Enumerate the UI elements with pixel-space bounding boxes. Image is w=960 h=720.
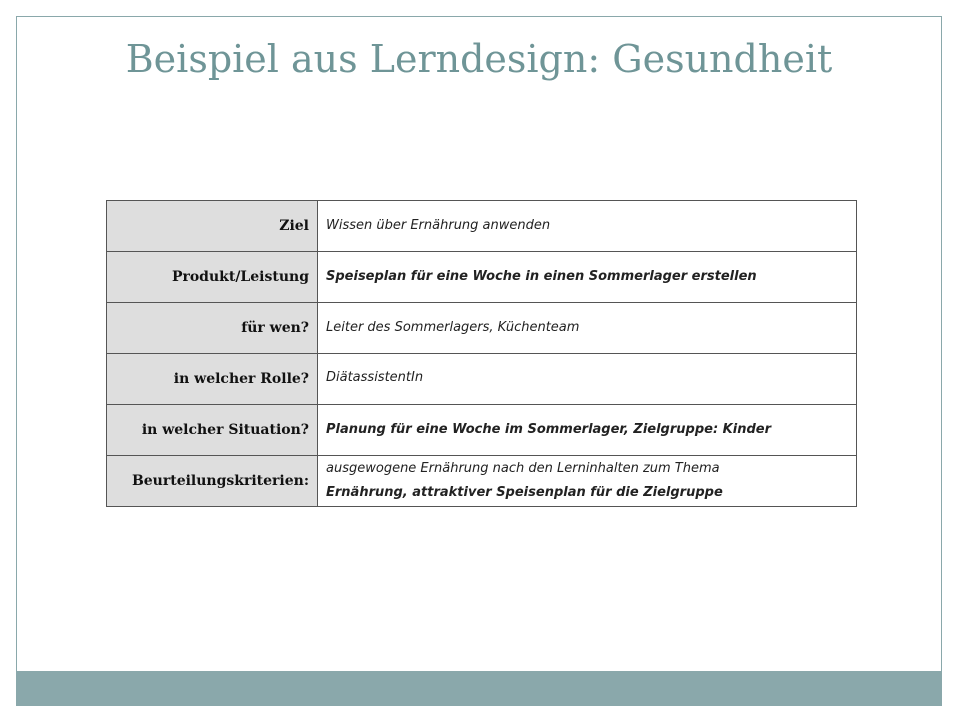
table-row — [107, 303, 857, 354]
footer-bar — [17, 671, 941, 705]
kriterien-line-1: ausgewogene Ernährung nach den Lerninhalten zum Thema — [326, 461, 720, 476]
table-row — [107, 201, 857, 252]
row-label-rolle: in welcher Rolle? — [107, 354, 318, 405]
row-value-kriterien — [318, 456, 857, 507]
table-row — [107, 456, 857, 507]
slide — [16, 16, 942, 706]
row-value-produkt: Speiseplan für eine Woche in einen Sommerlager erstellen — [318, 252, 857, 303]
table-row — [107, 405, 857, 456]
kriterien-line-2: Ernährung, attraktiver Speisenplan für die Zielgruppe — [326, 485, 723, 500]
row-value-ziel: Wissen über Ernährung anwenden — [318, 201, 857, 252]
slide-title: Beispiel aus Lerndesign: Gesundheit — [125, 37, 833, 81]
row-value-rolle: DiätassistentIn — [318, 354, 857, 405]
row-label-fuer-wen: für wen? — [107, 303, 318, 354]
table-row — [107, 354, 857, 405]
learning-design-table — [106, 200, 857, 507]
row-label-ziel: Ziel — [107, 201, 318, 252]
table-row — [107, 252, 857, 303]
row-label-kriterien: Beurteilungskriterien: — [107, 456, 318, 507]
row-label-produkt: Produkt/Leistung — [107, 252, 318, 303]
row-label-situation: in welcher Situation? — [107, 405, 318, 456]
row-value-fuer-wen: Leiter des Sommerlagers, Küchenteam — [318, 303, 857, 354]
row-value-situation: Planung für eine Woche im Sommerlager, Zielgruppe: Kinder — [318, 405, 857, 456]
